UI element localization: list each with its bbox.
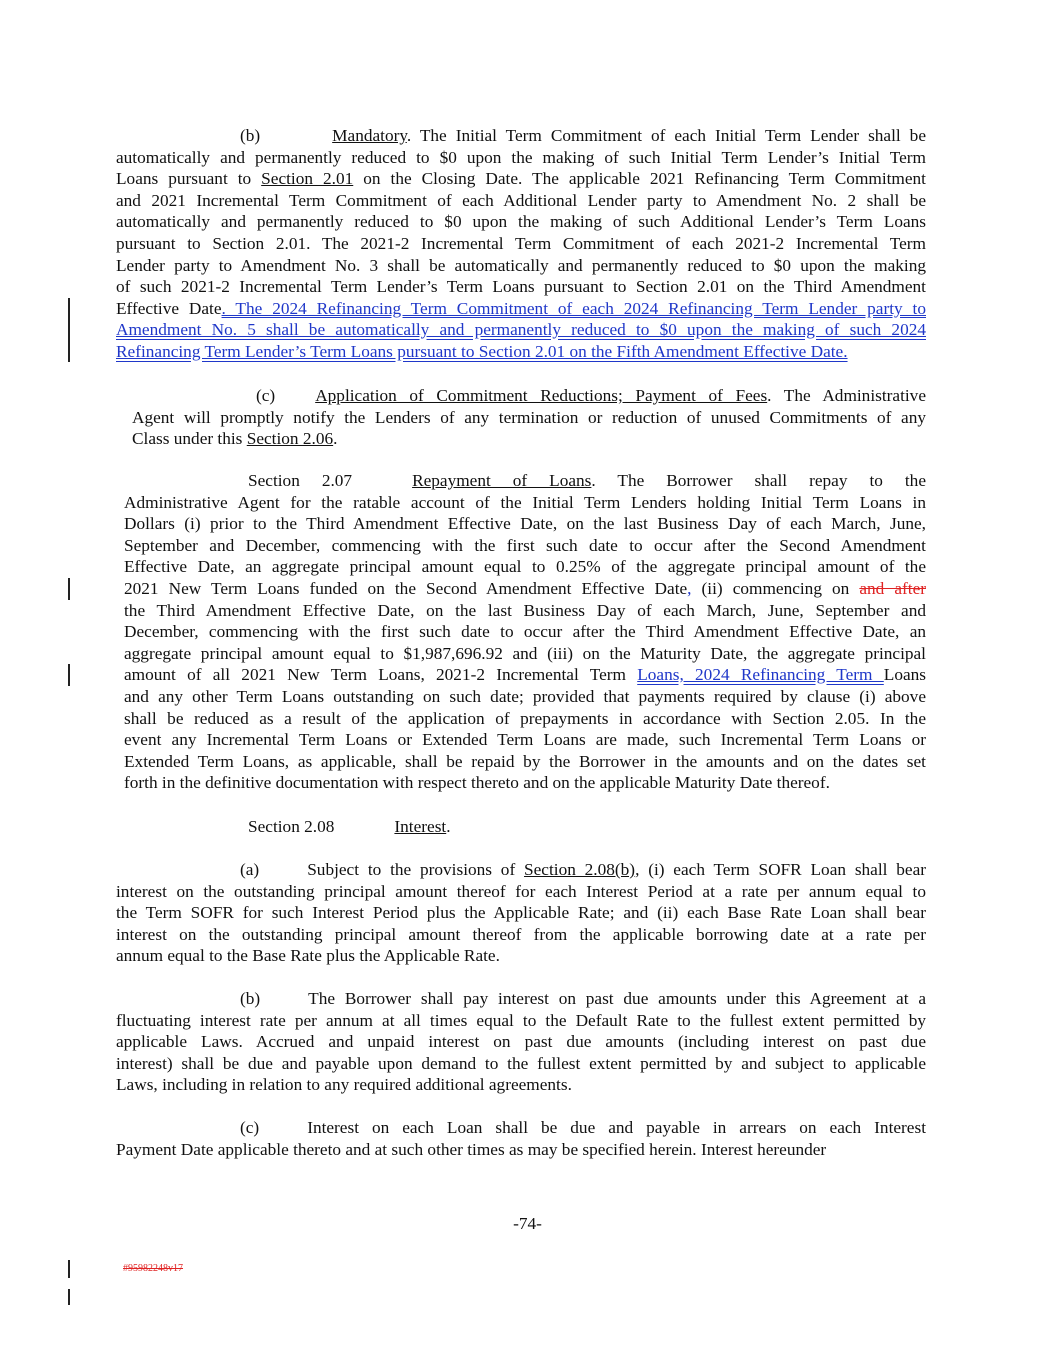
paragraph-2-08-b [116,988,926,1096]
text-run: Extended Term Loans, as applicable, shall be repaid by the Borrower in the amounts and on the dates set [124,751,926,771]
text-run: interest on the outstanding principal amount thereof from the applicable borrowing date at a rate per [116,924,926,944]
text-line [124,578,926,600]
text-run: the Term SOFR for such Interest Period plus the Applicable Rate; and (ii) each Base Rate Loan shall bear [116,903,926,923]
inserted-text: Amendment No. 5 shall be automatically and permanently reduced to $0 upon the making of such 2024 [116,320,926,340]
text-line [124,621,926,643]
inserted-text: , [687,578,692,598]
text-line [124,556,926,578]
text-run: (b) [240,989,261,1008]
text-run: Section 2.07 [248,471,353,490]
paragraph-2-08-c [116,1117,926,1160]
text-line [116,859,926,881]
text-run: . The Administrative [767,386,926,405]
text-run: Effective Date, an aggregate principal amount equal to 0.25% of the aggregate principal amount of the [124,557,926,577]
text-run: Effective Date [116,298,222,318]
text-line [116,1031,926,1053]
text-line [124,643,926,665]
underlined-text: Section 2.08(b) [524,860,636,879]
text-line [132,407,926,429]
change-bar [68,1289,70,1305]
text-line [116,945,926,967]
paragraph-b-mandatory [116,125,926,363]
text-run: applicable Laws. Accrued and unpaid interest on past due amounts (including interest on past due [116,1032,926,1052]
underlined-text: Section 2.01 [261,169,354,189]
text-run: . The Borrower shall repay to the [591,471,926,490]
text-run: Dollars (i) prior to the Third Amendment Effective Date, on the last Business Day of each March, June, [124,514,926,534]
text-run: (b) [240,126,261,145]
text-run: Administrative Agent for the ratable account of the Initial Term Lenders holding Initial Term Loans in [124,492,926,512]
text-run: (c) [256,386,276,405]
inserted-text: Refinancing Term Lender’s Term Loans pursuant to Section 2.01 on the Fifth Amendment Effective Date. [116,341,848,361]
underlined-text: Interest [394,817,447,836]
change-bar [68,1260,70,1278]
text-line [116,190,926,212]
text-run: amount of all 2021 New Term Loans, 2021-2 Incremental Term [124,665,638,685]
text-line [124,470,926,492]
text-run: of such 2021-2 Incremental Term Lender’s Term Loans pursuant to Section 2.01 on the Third Amendment [116,277,926,297]
text-line [116,341,926,363]
text-run: aggregate principal amount equal to $1,987,696.92 and (iii) on the Maturity Date, the aggregate principal [124,643,926,663]
text-line [132,428,926,450]
text-run: . The Initial Term Commitment of each Initial Term Lender shall be [406,126,926,145]
text-run: December, commencing with the first such date to occur after the Third Amendment Effective Date, an [124,622,926,642]
text-line [116,1053,926,1075]
page-number: -74- [513,1214,542,1233]
text-line [124,708,926,730]
text-line [116,168,926,190]
text-run: The Borrower shall pay interest on past due amounts under this Agreement at a [308,989,926,1008]
text-line [116,1010,926,1032]
text-run: on the Closing Date. The applicable 2021 Refinancing Term Commitment [353,169,926,189]
deleted-text: and after [859,578,926,598]
text-line [116,211,926,233]
text-run: and 2021 Incremental Term Commitment of each Additional Lender party to Amendment No. 2 shall be [116,190,926,210]
text-line [124,816,926,838]
text-line [116,276,926,298]
inserted-text: . The 2024 Refinancing Term Commitment of each 2024 Refinancing Term Lender party to [221,298,926,318]
text-line [116,233,926,255]
text-run: forth in the definitive documentation with respect thereto and on the applicable Maturity Date thereof. [124,773,830,793]
section-2-08-heading [124,816,926,838]
text-run: Lender party to Amendment No. 3 shall be automatically and permanently reduced to $0 upon the making [116,255,926,275]
text-line [132,385,926,407]
text-line [116,924,926,946]
text-line [116,255,926,277]
text-run: Interest on each Loan shall be due and payable in arrears on each Interest [307,1118,926,1137]
paragraph-2-08-a [116,859,926,967]
text-line [124,772,926,794]
section-2-07-repayment-of-loans [124,470,926,794]
text-run: Laws, including in relation to any required additional agreements. [116,1075,572,1095]
change-bar [68,664,70,686]
text-run: Loans [883,665,927,685]
text-line [124,492,926,514]
text-run: automatically and permanently reduced to $0 upon the making of such Additional Lender’s Term Loans [116,212,926,232]
text-line [116,988,926,1010]
text-line [116,125,926,147]
text-run: event any Incremental Term Loans or Extended Term Loans are made, such Incremental Term Loans or [124,730,926,750]
text-line [116,298,926,320]
text-line [116,902,926,924]
text-run: (a) [240,860,260,879]
underlined-text: Repayment of Loans [412,471,592,490]
document-id: #95982248v17 [123,1263,183,1274]
underlined-text: Section 2.06 [246,429,334,449]
text-line [124,751,926,773]
text-run: Class under this [132,429,247,449]
text-line [116,319,926,341]
text-run: . [446,817,451,836]
text-run: Section 2.08 [248,817,335,836]
text-line [124,729,926,751]
text-run: shall be reduced as a result of the application of prepayments in accordance with Section 2.05. In the [124,708,926,728]
text-run: (ii) commencing on [691,578,860,598]
underlined-text: Application of Commitment Reductions; Payment of Fees [315,386,768,405]
underlined-text: Mandatory [332,126,407,145]
text-run: the Third Amendment Effective Date, on the last Business Day of each March, June, September and [124,600,926,620]
text-line [124,600,926,622]
text-run: Agent will promptly notify the Lenders of any termination or reduction of unused Commitments of any [132,407,926,427]
text-line [116,147,926,169]
text-line [124,513,926,535]
paragraph-c-application [132,385,926,450]
text-run: September and December, commencing with the first such date to occur after the Second Amendment [124,535,926,555]
text-run: and any other Term Loans outstanding on such date; provided that payments required by clause (i) above [124,686,926,706]
text-run: , (i) each Term SOFR Loan shall bear [635,860,926,879]
text-run: fluctuating interest rate per annum at all times equal to the Default Rate to the fullest extent permitted by [116,1010,926,1030]
text-run: Payment Date applicable thereto and at such other times as may be specified herein. Interest hereunder [116,1139,827,1159]
text-line [116,1074,926,1096]
text-run: pursuant to Section 2.01. The 2021-2 Incremental Term Commitment of each 2021-2 Incremental Term [116,233,926,253]
text-line [124,686,926,708]
text-line [116,881,926,903]
text-run: Subject to the provisions of [307,860,525,879]
text-line [116,1139,926,1161]
text-run: . [333,429,338,449]
text-run: interest) shall be due and payable upon demand to the fullest extent permitted by and subject to applicable [116,1053,926,1073]
inserted-text: Loans, 2024 Refinancing Term [637,665,884,685]
text-line [124,664,926,686]
text-run: 2021 New Term Loans funded on the Second Amendment Effective Date [124,578,688,598]
change-bar [68,578,70,600]
text-run: Loans pursuant to [116,169,262,189]
text-line [116,1117,926,1139]
text-run: annum equal to the Base Rate plus the Applicable Rate. [116,946,500,966]
text-line [124,535,926,557]
text-run: (c) [240,1118,260,1137]
change-bar [68,298,70,362]
text-run: interest on the outstanding principal amount thereof for each Interest Period at a rate per annum equal to [116,881,926,901]
text-run: automatically and permanently reduced to $0 upon the making of such Initial Term Lender’s Initial Term [116,147,926,167]
